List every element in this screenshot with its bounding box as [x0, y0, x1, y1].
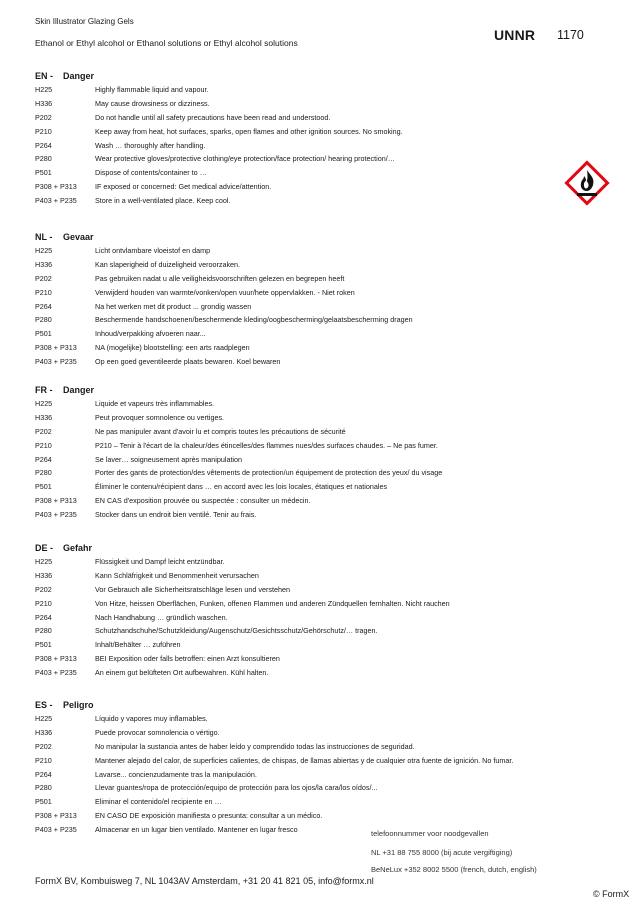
statement-row [35, 823, 595, 837]
statement-code: P264 [35, 769, 52, 779]
statement-row [35, 300, 595, 314]
statement-code: H225 [35, 399, 53, 408]
statement-text: Éliminer le contenu/récipient dans … en accord avec les lois locales, étatiques et nationales [95, 482, 388, 492]
statement-row [35, 740, 595, 754]
statement-row [35, 809, 595, 823]
statement-code: P202 [35, 741, 52, 751]
statement-row [35, 781, 595, 795]
statement-row [35, 754, 595, 768]
language-code: ES - [35, 700, 53, 710]
statement-code: P308 + P313 [35, 811, 77, 821]
signal-word: Danger [63, 385, 95, 395]
statement-code: H336 [35, 259, 53, 269]
statement-text: Highly flammable liquid and vapour. [95, 85, 209, 94]
statement-text: Lavarse... concienzudamente tras la manipulación. [95, 769, 257, 779]
statement-row [35, 583, 595, 597]
statement-text: Inhalt/Behälter … zuführen [95, 640, 181, 650]
statement-row [35, 166, 595, 180]
statement-code: H336 [35, 570, 53, 580]
statement-text: Se laver… soigneusement après manipulation [95, 454, 243, 464]
statement-row [35, 355, 595, 369]
statement-text: Do not handle until all safety precautions have been read and understood. [95, 112, 331, 122]
statement-code: P210 [35, 598, 52, 608]
section-fr [35, 384, 595, 522]
statement-text: Wash … thoroughly after handling. [95, 140, 206, 150]
statement-text: Inhoud/verpakking afvoeren naar... [95, 329, 206, 339]
statement-code: P264 [35, 612, 52, 622]
statement-text: Op een goed geventileerde plaats bewaren. Koel bewaren [95, 357, 281, 367]
section-heading [35, 231, 595, 244]
statement-row [35, 244, 595, 258]
section-heading [35, 70, 595, 83]
helpline-benelux: BeNeLux +352 8002 5500 (french, dutch, english) [371, 865, 537, 874]
statement-row [35, 425, 595, 439]
section-heading [35, 384, 595, 397]
statement-row [35, 638, 595, 652]
statement-row [35, 411, 595, 425]
statement-code: P264 [35, 301, 52, 311]
copyright: © FormX [593, 889, 630, 899]
statement-code: P403 + P235 [35, 668, 77, 678]
statement-text: Stocker dans un endroit bien ventilé. Tenir au frais. [95, 510, 257, 520]
language-code: EN - [35, 71, 53, 81]
statement-row [35, 397, 595, 411]
language-code: DE - [35, 543, 53, 553]
statement-text: Peut provoquer somnolence ou vertiges. [95, 412, 225, 422]
statement-text: Líquido y vapores muy inflamables. [95, 714, 208, 723]
section-nl [35, 231, 595, 369]
statement-text: IF exposed or concerned: Get medical advice/attention. [95, 182, 272, 192]
statement-row [35, 97, 595, 111]
statement-text: BEI Exposition oder falls betroffen: einen Arzt konsultieren [95, 654, 280, 664]
statement-code: H336 [35, 412, 53, 422]
statement-row [35, 111, 595, 125]
statement-text: Na het werken met dit product ... grondig wassen [95, 301, 252, 311]
statement-code: P501 [35, 797, 52, 807]
statement-code: P403 + P235 [35, 357, 77, 367]
statement-text: Licht ontvlambare vloeistof en damp [95, 246, 211, 255]
statement-row [35, 286, 595, 300]
statement-code: H225 [35, 85, 53, 94]
section-en [35, 70, 595, 208]
statement-code: P403 + P235 [35, 510, 77, 520]
statement-code: P280 [35, 783, 52, 793]
statement-code: P280 [35, 154, 52, 164]
statement-row [35, 152, 595, 166]
statement-row [35, 453, 595, 467]
statement-code: H225 [35, 714, 53, 723]
statement-row [35, 341, 595, 355]
statement-row [35, 258, 595, 272]
statement-text: NA (mogelijke) blootstelling: een arts raadplegen [95, 343, 250, 353]
un-number: 1170 [557, 28, 584, 42]
statement-code: P280 [35, 626, 52, 636]
statement-row [35, 795, 595, 809]
statement-row [35, 180, 595, 194]
statement-text: Kan slaperigheid of duizeligheid veroorzaken. [95, 259, 241, 269]
statement-code: P280 [35, 315, 52, 325]
statement-code: P202 [35, 112, 52, 122]
statement-text: Dispose of contents/container to … [95, 168, 207, 178]
statement-code: P264 [35, 454, 52, 464]
statement-text: Von Hitze, heissen Oberflächen, Funken, offenen Flammen und anderen Zündquellen fernhalten. Nicht rauchen [95, 598, 450, 608]
statement-row [35, 466, 595, 480]
language-code: NL - [35, 232, 53, 242]
statement-code: P501 [35, 482, 52, 492]
statement-text: Eliminar el contenido/el recipiente en … [95, 797, 222, 807]
statement-text: Puede provocar somnolencia o vértigo. [95, 727, 220, 737]
statement-row [35, 313, 595, 327]
statement-text: Wear protective gloves/protective clothing/eye protection/face protection/ hearing protection/… [95, 154, 395, 164]
statement-text: Mantener alejado del calor, de superficies calientes, de chispas, de llamas abiertas y de cualquier otra fuente de ignición. No fumar. [95, 755, 514, 765]
statement-row [35, 768, 595, 782]
statement-row [35, 726, 595, 740]
statement-text: Keep away from heat, hot surfaces, sparks, open flames and other ignition sources. No smoking. [95, 126, 403, 136]
statement-code: P264 [35, 140, 52, 150]
statement-code: H336 [35, 98, 53, 108]
statement-code: P501 [35, 168, 52, 178]
statement-row [35, 327, 595, 341]
statement-row [35, 555, 595, 569]
statement-text: Flüssigkeit und Dampf leicht entzündbar. [95, 557, 225, 566]
statement-text: Verwijderd houden van warmte/vonken/open vuur/hete oppervlakken. - Niet roken [95, 287, 355, 297]
statement-row [35, 611, 595, 625]
statement-code: P202 [35, 273, 52, 283]
un-label: UNNR [494, 27, 536, 43]
statement-code: P280 [35, 468, 52, 478]
signal-word: Gefahr [63, 543, 93, 553]
statement-text: No manipular la sustancia antes de haber leído y comprendido todas las instrucciones de seguridad. [95, 741, 415, 751]
company-address: FormX BV, Kombuisweg 7, NL 1043AV Amsterdam, +31 20 41 821 05, info@formx.nl [35, 876, 374, 886]
product-name: Skin Illustrator Glazing Gels [35, 17, 134, 26]
statement-code: H225 [35, 246, 53, 255]
signal-word: Peligro [63, 700, 94, 710]
statement-code: P308 + P313 [35, 182, 77, 192]
statement-text: Almacenar en un lugar bien ventilado. Mantener en lugar fresco [95, 825, 298, 835]
statement-text: May cause drowsiness or dizziness. [95, 98, 210, 108]
statement-code: P308 + P313 [35, 343, 77, 353]
statement-code: P308 + P313 [35, 496, 77, 506]
signal-word: Danger [63, 71, 95, 81]
section-de [35, 542, 595, 680]
statement-text: Vor Gebrauch alle Sicherheitsratschläge lesen und verstehen [95, 584, 290, 594]
statement-code: P210 [35, 755, 52, 765]
statement-code: P210 [35, 126, 52, 136]
statement-text: EN CAS d'exposition prouvée ou suspectée : consulter un médecin. [95, 496, 311, 506]
statement-text: Schutzhandschuhe/Schutzkleidung/Augenschutz/Gesichtsschutz/Gehörschutz/… tragen. [95, 626, 378, 636]
statement-code: P210 [35, 287, 52, 297]
statement-row [35, 569, 595, 583]
statement-row [35, 480, 595, 494]
statement-row [35, 597, 595, 611]
statement-code: P308 + P313 [35, 654, 77, 664]
statement-code: P403 + P235 [35, 825, 77, 835]
statement-code: H336 [35, 727, 53, 737]
helpline-title: telefoonnummer voor noodgevallen [371, 829, 489, 838]
statement-row [35, 139, 595, 153]
statement-code: P501 [35, 640, 52, 650]
statement-row [35, 125, 595, 139]
statement-text: Pas gebruiken nadat u alle veiligheidsvoorschriften gelezen en begrepen heeft [95, 273, 345, 283]
statement-text: Beschermende handschoenen/beschermende kleding/oogbescherming/gelaatsbescherming dragen [95, 315, 413, 325]
statement-text: Liquide et vapeurs très inflammables. [95, 399, 215, 408]
statement-text: An einem gut belüfteten Ort aufbewahren. Kühl halten. [95, 668, 269, 678]
section-heading [35, 699, 595, 712]
statement-code: P202 [35, 584, 52, 594]
statement-row [35, 194, 595, 208]
substance-name: Ethanol or Ethyl alcohol or Ethanol solutions or Ethyl alcohol solutions [35, 38, 298, 48]
statement-row [35, 652, 595, 666]
statement-row [35, 83, 595, 97]
statement-row [35, 272, 595, 286]
statement-row [35, 712, 595, 726]
statement-text: Ne pas manipuler avant d'avoir lu et compris toutes les précautions de sécurité [95, 426, 346, 436]
statement-code: P202 [35, 426, 52, 436]
section-heading [35, 542, 595, 555]
statement-code: P403 + P235 [35, 196, 77, 206]
statement-row [35, 439, 595, 453]
statement-row [35, 666, 595, 680]
helpline-nl: NL +31 88 755 8000 (bij acute vergiftiging) [371, 848, 513, 857]
statement-text: Porter des gants de protection/des vêtements de protection/un équipement de protection des yeux/ du visage [95, 468, 443, 478]
language-code: FR - [35, 385, 53, 395]
statement-text: Kann Schläfrigkeit und Benommenheit verursachen [95, 570, 259, 580]
statement-text: EN CASO DE exposición manifiesta o presunta: consultar a un médico. [95, 811, 323, 821]
statement-row [35, 508, 595, 522]
statement-text: Store in a well-ventilated place. Keep cool. [95, 196, 231, 206]
section-es [35, 699, 595, 837]
statement-text: Llevar guantes/ropa de protección/equipo de protección para los ojos/la cara/los oídos/... [95, 783, 378, 793]
statement-code: P210 [35, 440, 52, 450]
statement-code: H225 [35, 557, 53, 566]
statement-text: P210 – Tenir à l'écart de la chaleur/des étincelles/des flammes nues/des surfaces chaudes. – Ne pas fumer. [95, 440, 438, 450]
statement-code: P501 [35, 329, 52, 339]
statement-row [35, 494, 595, 508]
statement-text: Nach Handhabung … gründlich waschen. [95, 612, 228, 622]
statement-row [35, 624, 595, 638]
signal-word: Gevaar [63, 232, 94, 242]
